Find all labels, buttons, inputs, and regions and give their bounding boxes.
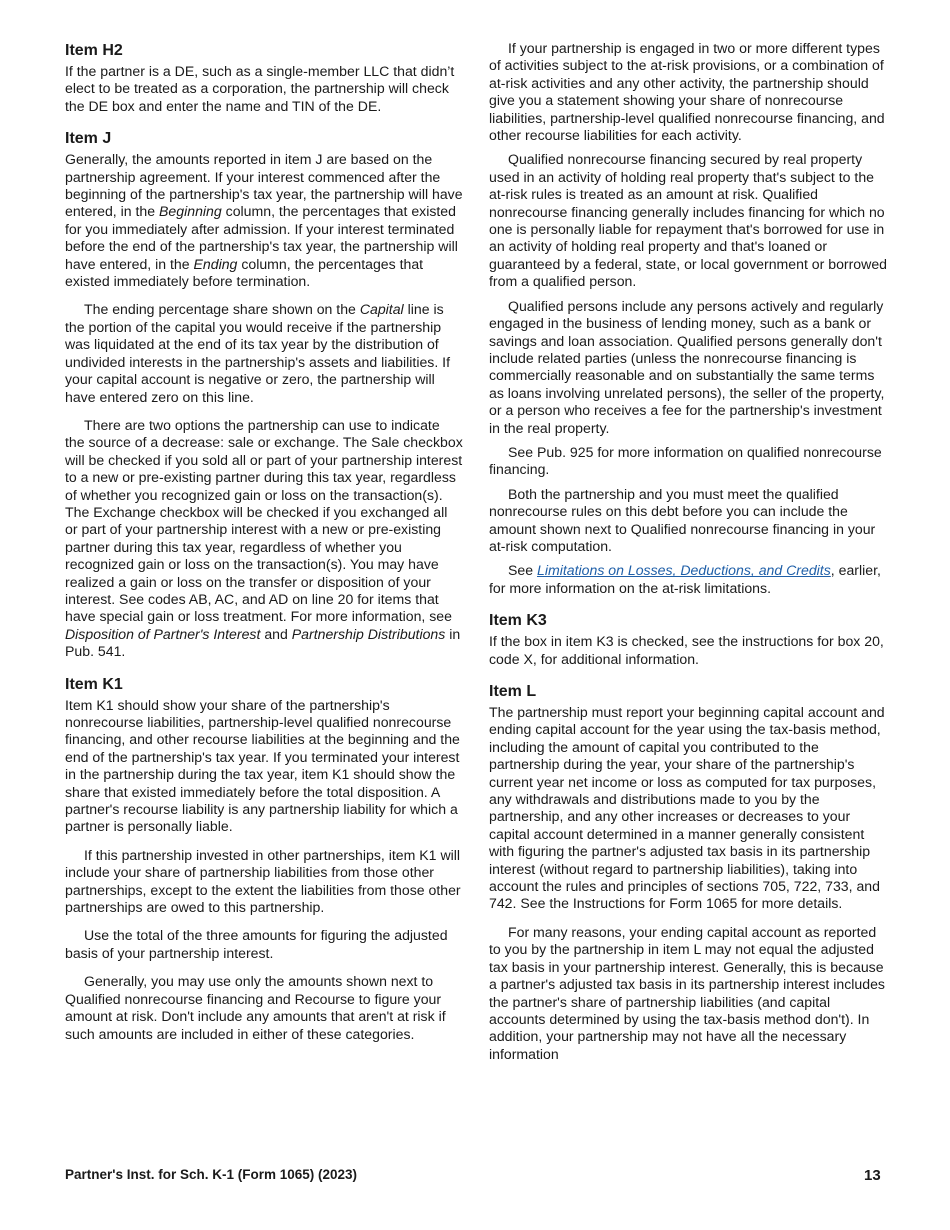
item-j-paragraph-3: There are two options the partnership can use to indicate the source of a decrease: sale or exchange. The Sale checkbox will be checked if you sold all or part of your partnership interest to a new or pre-existing partner during this tax year, regardless of whether you recognized gain or loss on the transaction(s). The Exchange checkbox will be checked if you exchanged all or part of your partnership interest with a new or pre-existing partner during this tax year, regardless of whether you recognized gain or loss on the transaction(s). You may have realized a gain or loss on the transfer or disposition of your interest. See codes AB, AC, and AD on line 20 for items that have special gain or loss treatment. For more information, see Disposition of Partner's Interest and Partnership Distributions in Pub. 541. xyxy=(65,416,463,660)
qualified-financing-paragraph: Qualified nonrecourse financing secured by real property used in an activity of holding real property that's subject to the at-risk rules is treated as an amount at risk. Qualified nonrecourse financing generally includes financing for which no one is personally liable for repayment that's borrowed for use in an activity of holding real property and that's loaned or guaranteed by a federal, state, or local government or borrowed from a qualified person. xyxy=(489,151,887,290)
at-risk-activities-paragraph: If your partnership is engaged in two or more different types of activities subject to the at-risk provisions, or a combination of at-risk activities and any other activity, the partnership should give you a statement showing your share of nonrecourse liabilities, partnership-level qualified nonrecourse financing, and other recourse liabilities for each activity. xyxy=(489,40,885,144)
page-number: 13 xyxy=(864,1167,881,1184)
item-k1-paragraph-4: Generally, you may use only the amounts shown next to Qualified nonrecourse financing and Recourse to figure your amount at risk. Don't include any amounts that aren't at risk if such amounts are included in either of these categories. xyxy=(65,973,446,1042)
footer-title: Partner's Inst. for Sch. K-1 (Form 1065) (2023) xyxy=(65,1167,358,1182)
item-k3-paragraph: If the box in item K3 is checked, see the instructions for box 20, code X, for additional information. xyxy=(489,633,884,667)
qualified-persons-paragraph: Qualified persons include any persons actively and regularly engaged in the business of lending money, such as a bank or savings and loan association. Qualified persons generally don't include related parties (unless the nonrecourse financing is commercially reasonable and on substantially the same terms as loans involving unrelated persons), the seller of the property, or a person who receives a fee for the partnership's investment in the real property. xyxy=(489,297,885,436)
item-l-heading: Item L xyxy=(489,683,537,700)
item-h2-paragraph: If the partner is a DE, such as a single-member LLC that didn’t elect to be treated as a corporation, the partnership will check the DE box and enter the name and TIN of the DE. xyxy=(65,63,455,114)
item-k3-heading: Item K3 xyxy=(489,612,547,630)
pub-925-paragraph: See Pub. 925 for more information on qualified nonrecourse financing. xyxy=(489,443,882,478)
limitations-paragraph: See Limitations on Losses, Deductions, and Credits, earlier, for more information on the at-risk limitations. xyxy=(489,562,881,596)
item-h2-heading: Item H2 xyxy=(65,42,123,59)
item-k1-paragraph-3: Use the total of the three amounts for figuring the adjusted basis of your partnership interest. xyxy=(65,927,448,961)
item-l-paragraph-1: The partnership must report your beginning capital account and ending capital account for the year using the tax-basis method, including the amount of capital you contributed to the partnership during the year, your share of the partnership's current year net income or loss as computed for tax purposes, any withdrawals and distributions made to you by the partnership, and any other increases or decreases to your capital account determined in a manner generally consistent with figuring the partner's adjusted tax basis in its partnership interest (without regard to partnership liabilities), taking into account the rules and principles of sections 705, 722, 733, and 742. See the Instructions for Form 1065 for more details. xyxy=(489,704,885,912)
item-k1-paragraph-2: If this partnership invested in other partnerships, item K1 will include your share of partnership liabilities from those other partnerships, except to the extent the liabilities from those other partnerships are owed to this partnership. xyxy=(65,846,461,916)
item-j-paragraph-1: Generally, the amounts reported in item J are based on the partnership agreement. If your interest commenced after the beginning of the partnership's tax year, the partnership will have entered, in the Beginning column, the percentages that existed for you immediately after admission. If your interest terminated before the end of the partnership's tax year, the partnership will have entered, in the Ending column, the percentages that existed immediately before termination. xyxy=(65,151,463,290)
left-column xyxy=(65,40,463,1054)
item-k1-paragraph-1: Item K1 should show your share of the partnership's nonrecourse liabilities, partnership-level qualified nonrecourse financing, and other recourse liabilities at the beginning and the end of the partnership's tax year. If you terminated your interest in the partnership during the tax year, item K1 should show the share that existed immediately before the total disposition. A partner's recourse liability is any partnership liability for which a partner is personally liable. xyxy=(65,696,460,835)
limitations-link[interactable]: Limitations on Losses, Deductions, and Credits xyxy=(537,562,831,579)
item-j-heading: Item J xyxy=(65,130,112,148)
right-column xyxy=(489,40,889,1074)
item-k1-heading: Item K1 xyxy=(65,675,123,693)
item-l-paragraph-2: For many reasons, your ending capital account as reported to you by the partnership in item L may not equal the adjusted tax basis in your partnership interest. Generally, this is because a partner's adjusted tax basis in its partnership interest includes the partner's share of partnership liabilities (and capital accounts determined by using the tax-basis method don't). In addition, your partnership may not have all the necessary information xyxy=(489,923,885,1062)
item-j-paragraph-2: The ending percentage share shown on the Capital line is the portion of the capital you would receive if the partnership was liquidated at the end of its tax year by the distribution of undivided interests in the partnership's assets and liabilities. If your capital account is negative or zero, the partnership will have entered zero on this line. xyxy=(65,301,450,405)
qualified-rules-paragraph: Both the partnership and you must meet the qualified nonrecourse rules on this debt before you can include the amount shown next to Qualified nonrecourse financing in your at-risk computation. xyxy=(489,485,876,554)
